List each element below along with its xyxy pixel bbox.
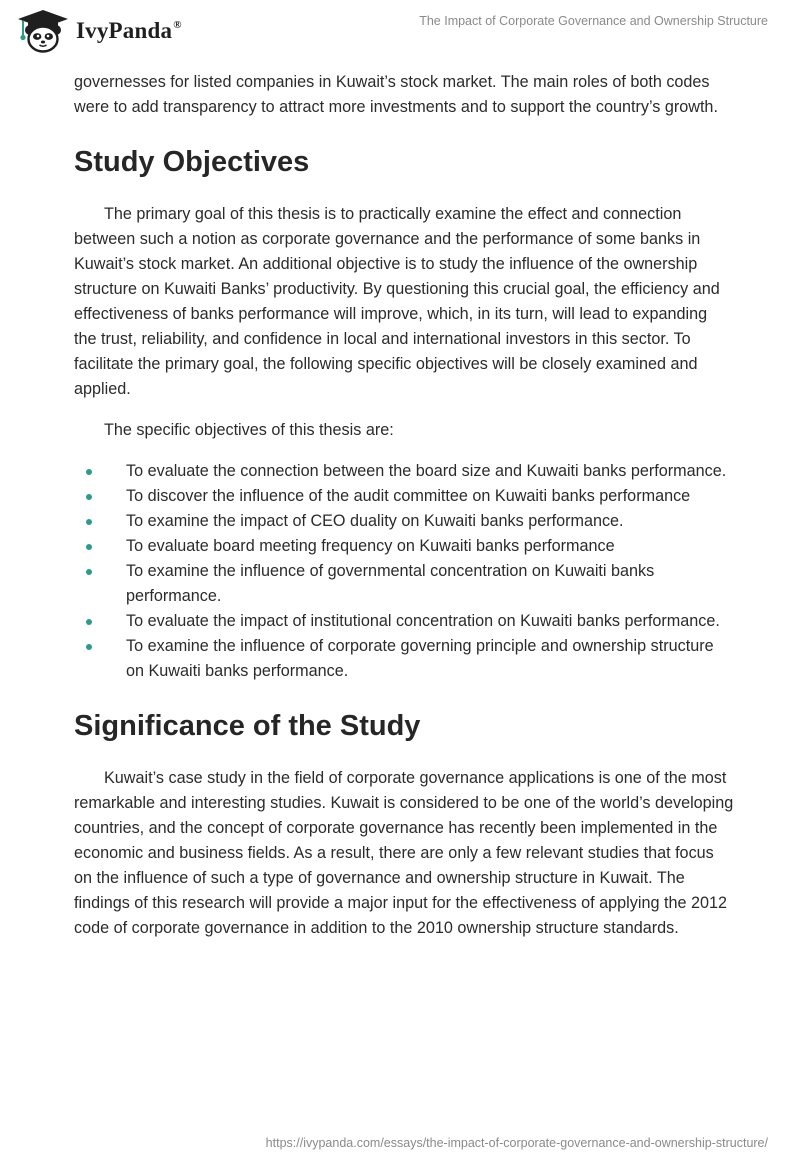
brand-name: IvyPanda®: [76, 18, 182, 43]
list-item: To discover the influence of the audit committee on Kuwaiti banks performance: [74, 484, 734, 509]
bullet-icon: [86, 469, 92, 475]
bullet-icon: [86, 644, 92, 650]
list-item: To examine the influence of corporate governing principle and ownership structure on Kuwaiti banks performance.: [74, 634, 734, 684]
list-item: To examine the influence of governmental concentration on Kuwaiti banks performance.: [74, 559, 734, 609]
document-title: The Impact of Corporate Governance and Ownership Structure: [419, 14, 768, 28]
source-url[interactable]: https://ivypanda.com/essays/the-impact-of-corporate-governance-and-ownership-structure/: [265, 1136, 768, 1150]
registered-mark: ®: [173, 19, 182, 31]
page-header: [0, 0, 800, 70]
list-item: To evaluate the impact of institutional concentration on Kuwaiti banks performance.: [74, 609, 734, 634]
list-item: To evaluate the connection between the board size and Kuwaiti banks performance.: [74, 459, 734, 484]
objectives-list: [74, 459, 734, 684]
list-item: To examine the impact of CEO duality on Kuwaiti banks performance.: [74, 509, 734, 534]
study-objectives-heading: Study Objectives: [74, 146, 310, 178]
bullet-icon: [86, 544, 92, 550]
article-body: [74, 70, 734, 941]
ivypanda-logo[interactable]: [14, 8, 182, 54]
significance-paragraph: Kuwait’s case study in the field of corporate governance applications is one of the most remarkable and interesting studies. Kuwait is considered to be one of the world’s developing countries, and the concept of corporate governance has recently been implemented in the economic and business fields. As a result, there are only a few relevant studies that focus on the influence of such a type of governance and ownership structure in Kuwait. The findings of this research will provide a major input for the effectiveness of applying the 2012 code of corporate governance in addition to the 2010 ownership structure standards.: [74, 769, 734, 937]
bullet-icon: [86, 494, 92, 500]
bullet-icon: [86, 519, 92, 525]
lead-paragraph: governesses for listed companies in Kuwait’s stock market. The main roles of both codes were to add transparency to attract more investments and to support the country’s growth.: [74, 73, 718, 116]
panda-graduation-cap-icon: [14, 8, 72, 54]
bullet-icon: [86, 619, 92, 625]
objectives-intro: The specific objectives of this thesis are:: [104, 421, 394, 439]
list-item: To evaluate board meeting frequency on Kuwaiti banks performance: [74, 534, 734, 559]
significance-heading: Significance of the Study: [74, 710, 421, 742]
study-objectives-paragraph: The primary goal of this thesis is to practically examine the effect and connection between such a notion as corporate governance and the performance of some banks in Kuwait’s stock market. An additional objective is to study the influence of the ownership structure on Kuwaiti Banks’ productivity. By questioning this crucial goal, the efficiency and effectiveness of banks performance will improve, which, in its turn, will lead to expanding the trust, reliability, and confidence in local and international investors in this sector. To facilitate the primary goal, the following specific objectives will be closely examined and applied.: [74, 205, 720, 398]
bullet-icon: [86, 569, 92, 575]
